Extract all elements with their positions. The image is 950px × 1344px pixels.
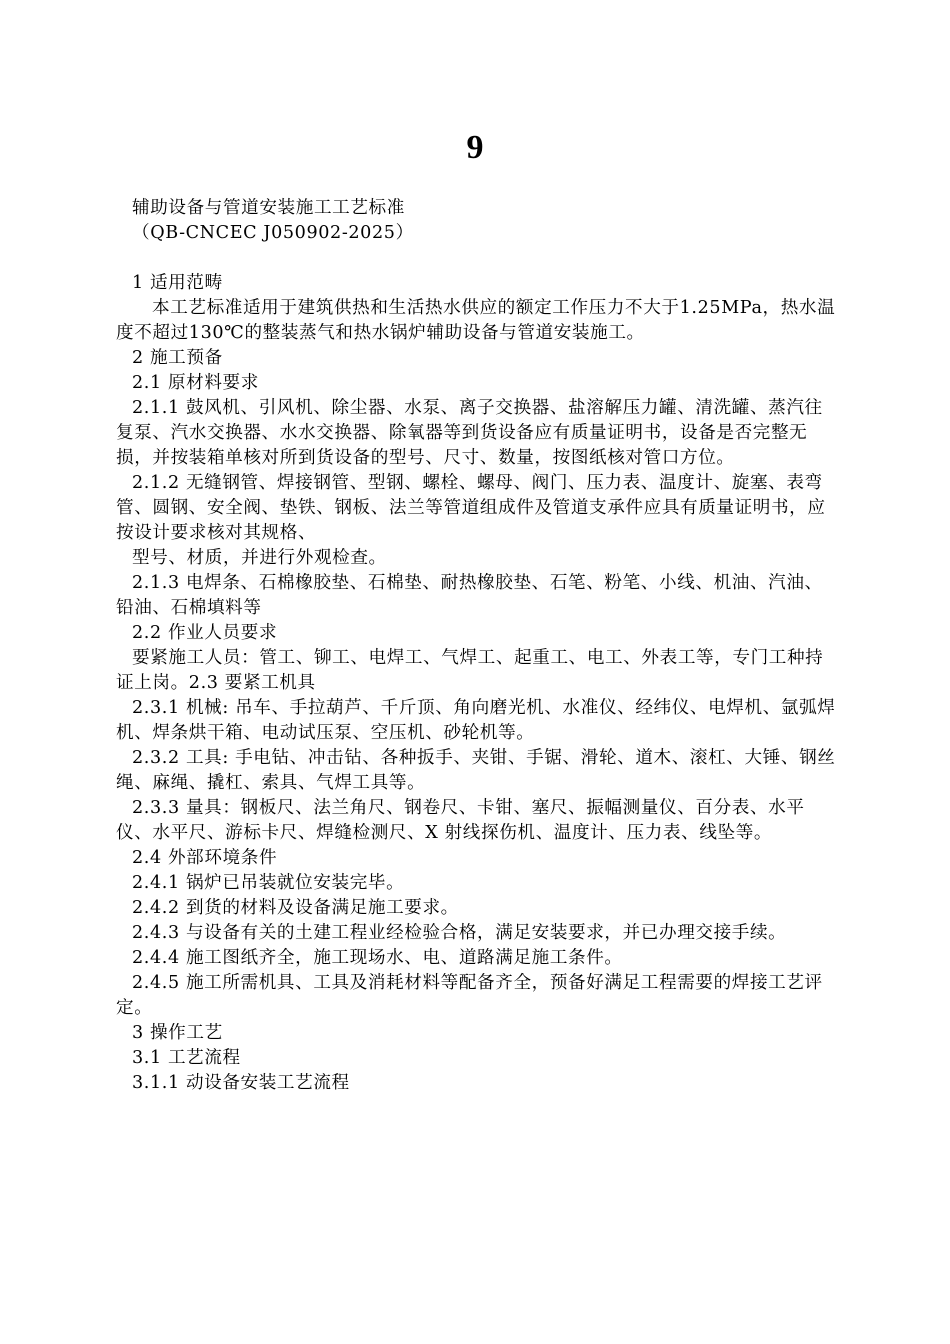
document-title: 辅助设备与管道安装施工工艺标准	[132, 198, 405, 218]
paragraph: 本工艺标准适用于建筑供热和生活热水供应的额定工作压力不大于1.25MPa，热水温度不超过130℃的整装蒸气和热水锅炉辅助设备与管道安装施工。	[116, 298, 836, 343]
paragraph: 2.4.5 施工所需机具、工具及消耗材料等配备齐全，预备好满足工程需要的焊接工艺评定。	[116, 973, 823, 1018]
paragraph: 2.1.1 鼓风机、引风机、除尘器、水泵、离子交换器、盐溶解压力罐、清洗罐、蒸汽往复泵、汽水交换器、水水交换器、除氧器等到货设备应有质量证明书，设备是否完整无损，并按装箱单核对所到货设备的型号、尺寸、数量，按图纸核对管口方位。	[116, 398, 823, 468]
spacer	[116, 246, 836, 271]
page-number: 9	[466, 129, 484, 166]
paragraph: 2.1.3 电焊条、石棉橡胶垫、石棉垫、耐热橡胶垫、石笔、粉笔、小线、机油、汽油、铅油、石棉填料等	[116, 573, 823, 618]
paragraph: 2.3.1 机械: 吊车、手拉葫芦、千斤顶、角向磨光机、水准仪、经纬仪、电焊机、氩弧焊机、焊条烘干箱、电动试压泵、空压机、砂轮机等。	[116, 698, 836, 743]
paragraph: 2.4.4 施工图纸齐全，施工现场水、电、道路满足施工条件。	[132, 948, 623, 968]
paragraph: 2.4 外部环境条件	[132, 848, 278, 868]
document-body	[116, 196, 836, 1096]
paragraph: 3.1 工艺流程	[132, 1048, 241, 1068]
paragraph: 2.4.3 与设备有关的土建工程业经检验合格，满足安装要求，并已办理交接手续。	[132, 923, 787, 943]
paragraph: 2.3.3 量具：钢板尺、法兰角尺、钢卷尺、卡钳、塞尺、振幅测量仪、百分表、水平仪、水平尺、游标卡尺、焊缝检测尺、X 射线探伤机、温度计、压力表、线坠等。	[116, 798, 805, 843]
document-code: （QB-CNCEC J050902-2025）	[132, 223, 414, 243]
paragraph: 要紧施工人员：管工、铆工、电焊工、气焊工、起重工、电工、外表工等，专门工种持证上岗。2.3 要紧工机具	[116, 648, 824, 693]
paragraph: 3.1.1 动设备安装工艺流程	[132, 1073, 350, 1093]
paragraph: 3 操作工艺	[132, 1023, 223, 1043]
paragraph: 2.2 作业人员要求	[132, 623, 278, 643]
paragraph-list	[116, 271, 836, 1096]
paragraph: 2.1 原材料要求	[132, 373, 259, 393]
paragraph: 2.1.2 无缝钢管、焊接钢管、型钢、螺栓、螺母、阀门、压力表、温度计、旋塞、表弯管、圆钢、安全阀、垫铁、钢板、法兰等管道组成件及管道支承件应具有质量证明书，应按设计要求核对其规格、	[116, 473, 826, 543]
paragraph: 型号、材质，并进行外观检查。	[132, 548, 387, 568]
paragraph: 2.3.2 工具: 手电钻、冲击钻、各种扳手、夹钳、手锯、滑轮、道木、滚杠、大锤、钢丝绳、麻绳、撬杠、索具、气焊工具等。	[116, 748, 836, 793]
paragraph: 2 施工预备	[132, 348, 223, 368]
paragraph: 2.4.2 到货的材料及设备满足施工要求。	[132, 898, 459, 918]
paragraph: 2.4.1 锅炉已吊装就位安装完毕。	[132, 873, 405, 893]
paragraph: 1 适用范畴	[132, 273, 223, 293]
